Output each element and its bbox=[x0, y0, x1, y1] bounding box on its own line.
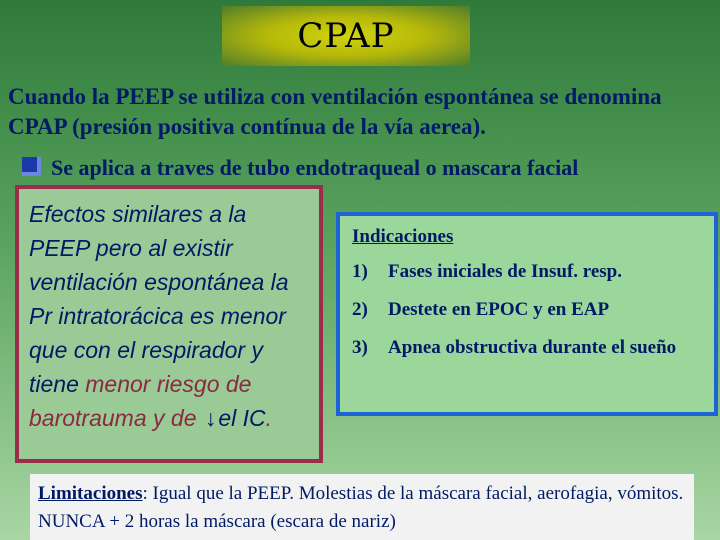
slide-title: CPAP bbox=[297, 16, 395, 56]
effects-period: . bbox=[265, 405, 273, 431]
title-banner bbox=[222, 6, 470, 66]
list-item bbox=[352, 298, 702, 322]
effects-end: el IC bbox=[218, 405, 266, 431]
limitaciones-text: : Igual que la PEEP. Molestias de la máscara facial, aerofagia, vómitos. NUNCA + 2 horas la máscara (escara de nariz) bbox=[38, 483, 684, 532]
limitaciones-box bbox=[30, 474, 694, 540]
limitaciones-label: Limitaciones bbox=[38, 483, 143, 504]
list-item-number: 3) bbox=[352, 337, 368, 358]
list-item bbox=[352, 336, 702, 360]
list-item-number: 1) bbox=[352, 261, 368, 282]
indicaciones-list bbox=[352, 260, 702, 360]
list-item-number: 2) bbox=[352, 299, 368, 320]
bullet-item bbox=[22, 153, 720, 183]
list-item-text: Apnea obstructiva durante el sueño bbox=[388, 337, 677, 358]
indicaciones-heading: Indicaciones bbox=[352, 226, 454, 247]
down-arrow-icon: ↓ bbox=[204, 405, 217, 431]
list-item-text: Destete en EPOC y en EAP bbox=[388, 299, 610, 320]
indicaciones-box bbox=[336, 212, 718, 416]
effects-text: Efectos similares a la PEEP pero al existir ventilación espontánea la Pr intratorácica es menor que con el respirador y tiene bbox=[29, 201, 289, 397]
square-bullet-icon bbox=[22, 157, 41, 176]
effects-highlight: menor riesgo de barotrauma y de bbox=[29, 371, 252, 431]
effects-box bbox=[15, 185, 323, 463]
bullet-text: Se aplica a traves de tubo endotraqueal o mascara facial bbox=[51, 155, 579, 180]
intro-text: Cuando la PEEP se utiliza con ventilación espontánea se denomina CPAP (presión positiva contínua de la vía aerea). bbox=[8, 84, 662, 139]
list-item-text: Fases iniciales de Insuf. resp. bbox=[388, 261, 623, 282]
list-item bbox=[352, 260, 702, 284]
